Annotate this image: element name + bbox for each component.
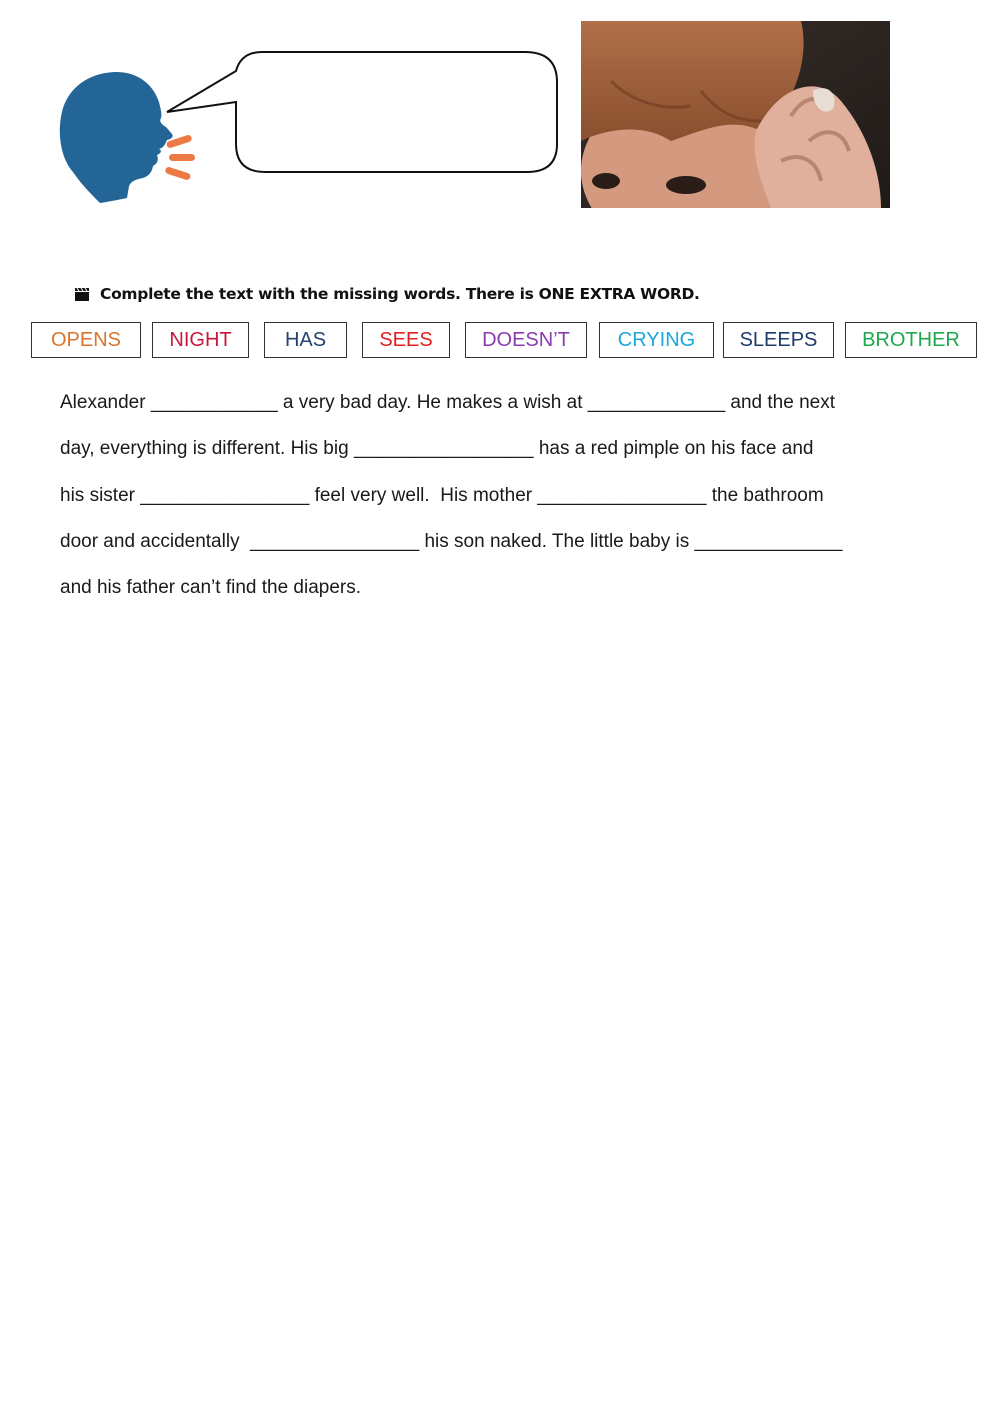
speaker-illustration xyxy=(55,48,565,210)
word-bank-item xyxy=(31,322,141,358)
instruction-text: Complete the text with the missing words. There is ONE EXTRA WORD. xyxy=(100,285,700,303)
word-label: SLEEPS xyxy=(739,328,818,351)
word-label: OPENS xyxy=(50,328,122,351)
word-label: BROTHER xyxy=(862,328,960,351)
word-bank-item xyxy=(723,322,834,358)
word-label: NIGHT xyxy=(169,328,232,351)
word-bank-item xyxy=(362,322,450,358)
word-label: CRYING xyxy=(617,328,696,351)
word-label: HAS xyxy=(284,328,327,351)
speech-bubble xyxy=(167,52,557,172)
clapperboard-icon xyxy=(74,287,90,301)
instruction xyxy=(74,285,700,303)
passage-line: and his father can’t find the diapers. xyxy=(60,577,362,598)
word-bank-item xyxy=(152,322,249,358)
word-bank-item xyxy=(845,322,977,358)
boy-photo xyxy=(581,21,890,208)
word-label: SEES xyxy=(379,328,433,351)
passage-line: his sister ________________ feel very well. His mother ________________ the bathroom xyxy=(60,485,824,506)
passage-line: door and accidentally ________________ his son naked. The little baby is ______________ xyxy=(60,531,843,552)
word-bank-item xyxy=(599,322,714,358)
speaking-head-icon xyxy=(60,72,195,203)
word-label: DOESN’T xyxy=(482,328,570,351)
passage-line: Alexander ____________ a very bad day. He makes a wish at _____________ and the next xyxy=(60,392,835,413)
word-bank-item xyxy=(465,322,587,358)
word-bank-item xyxy=(264,322,347,358)
passage-line: day, everything is different. His big _________________ has a red pimple on his face and xyxy=(60,438,814,459)
